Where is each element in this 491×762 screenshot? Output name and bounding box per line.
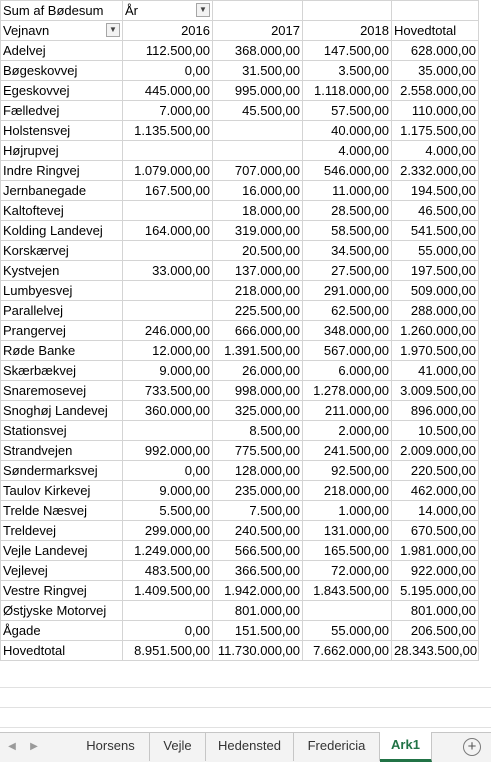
value-cell[interactable]: 137.000,00: [213, 261, 303, 281]
value-cell[interactable]: 27.500,00: [303, 261, 392, 281]
row-field-filter[interactable]: [1, 21, 123, 41]
value-cell[interactable]: 7.500,00: [213, 501, 303, 521]
sheet-tab-ark1[interactable]: Ark1: [380, 732, 432, 762]
value-cell[interactable]: 220.500,00: [392, 461, 479, 481]
table-row: [1, 441, 479, 461]
table-row: [1, 81, 479, 101]
value-cell[interactable]: 7.662.000,00: [303, 641, 392, 661]
table-row: [1, 41, 479, 61]
chevron-down-icon[interactable]: ▼: [106, 23, 120, 37]
road-name-cell[interactable]: Jernbanegade: [1, 181, 123, 201]
value-cell[interactable]: 319.000,00: [213, 221, 303, 241]
value-cell[interactable]: 0,00: [123, 61, 213, 81]
value-cell[interactable]: 3.009.500,00: [392, 381, 479, 401]
table-row: [1, 361, 479, 381]
value-cell[interactable]: 325.000,00: [213, 401, 303, 421]
value-cell[interactable]: 733.500,00: [123, 381, 213, 401]
road-name-cell[interactable]: Trelde Næsvej: [1, 501, 123, 521]
value-cell[interactable]: 197.500,00: [392, 261, 479, 281]
value-cell[interactable]: 35.000,00: [392, 61, 479, 81]
plus-circle-icon[interactable]: +: [463, 738, 481, 756]
table-row: [1, 401, 479, 421]
value-cell[interactable]: 462.000,00: [392, 481, 479, 501]
column-field-filter[interactable]: [123, 1, 213, 21]
value-cell[interactable]: 368.000,00: [213, 41, 303, 61]
road-name-cell[interactable]: Holstensvej: [1, 121, 123, 141]
table-row: [1, 161, 479, 181]
value-cell[interactable]: 6.000,00: [303, 361, 392, 381]
column-field-label: År: [125, 2, 138, 18]
value-cell[interactable]: 566.500,00: [213, 541, 303, 561]
road-name-cell[interactable]: Kolding Landevej: [1, 221, 123, 241]
table-row: [1, 281, 479, 301]
value-cell[interactable]: 12.000,00: [123, 341, 213, 361]
table-row: [1, 461, 479, 481]
value-cell[interactable]: 40.000,00: [303, 121, 392, 141]
value-cell[interactable]: 165.500,00: [303, 541, 392, 561]
value-cell[interactable]: 14.000,00: [392, 501, 479, 521]
road-name-cell[interactable]: Røde Banke: [1, 341, 123, 361]
value-cell[interactable]: 1.175.500,00: [392, 121, 479, 141]
table-row: [1, 581, 479, 601]
value-cell[interactable]: 1.981.000,00: [392, 541, 479, 561]
sheet-tab-bar: [0, 732, 491, 762]
table-row: [1, 141, 479, 161]
value-cell[interactable]: 567.000,00: [303, 341, 392, 361]
value-cell[interactable]: 1.843.500,00: [303, 581, 392, 601]
value-cell[interactable]: 291.000,00: [303, 281, 392, 301]
sheet-tab-horsens[interactable]: Horsens: [72, 733, 150, 761]
value-cell[interactable]: 1.409.500,00: [123, 581, 213, 601]
road-name-cell[interactable]: Østjyske Motorvej: [1, 601, 123, 621]
value-cell[interactable]: 509.000,00: [392, 281, 479, 301]
value-cell[interactable]: 801.000,00: [392, 601, 479, 621]
empty-rows[interactable]: [0, 668, 491, 732]
value-cell[interactable]: 45.500,00: [213, 101, 303, 121]
value-cell[interactable]: 1.000,00: [303, 501, 392, 521]
value-cell[interactable]: 670.500,00: [392, 521, 479, 541]
value-cell[interactable]: [213, 141, 303, 161]
value-cell[interactable]: 628.000,00: [392, 41, 479, 61]
road-name-cell[interactable]: Kaltoftevej: [1, 201, 123, 221]
value-cell[interactable]: 46.500,00: [392, 201, 479, 221]
table-row: [1, 301, 479, 321]
value-cell[interactable]: 1.942.000,00: [213, 581, 303, 601]
road-name-cell[interactable]: Adelvej: [1, 41, 123, 61]
empty-cell[interactable]: [392, 1, 479, 21]
value-cell[interactable]: [123, 421, 213, 441]
value-cell[interactable]: 131.000,00: [303, 521, 392, 541]
table-row: [1, 381, 479, 401]
value-cell[interactable]: 541.500,00: [392, 221, 479, 241]
value-cell[interactable]: 92.500,00: [303, 461, 392, 481]
road-name-cell[interactable]: Hovedtotal: [1, 641, 123, 661]
year-header-2016[interactable]: 2016: [123, 21, 213, 41]
value-cell[interactable]: [123, 241, 213, 261]
value-cell[interactable]: 1.249.000,00: [123, 541, 213, 561]
road-name-cell[interactable]: Ågade: [1, 621, 123, 641]
table-row: [1, 321, 479, 341]
road-name-cell[interactable]: Parallelvej: [1, 301, 123, 321]
value-cell[interactable]: 896.000,00: [392, 401, 479, 421]
value-cell[interactable]: 922.000,00: [392, 561, 479, 581]
year-header-2018[interactable]: 2018: [303, 21, 392, 41]
road-name-cell[interactable]: Strandvejen: [1, 441, 123, 461]
value-cell[interactable]: 20.500,00: [213, 241, 303, 261]
value-cell[interactable]: 4.000,00: [392, 141, 479, 161]
road-name-cell[interactable]: Søndermarksvej: [1, 461, 123, 481]
value-cell[interactable]: 26.000,00: [213, 361, 303, 381]
table-row: [1, 341, 479, 361]
value-cell[interactable]: 1.970.500,00: [392, 341, 479, 361]
value-cell[interactable]: [123, 201, 213, 221]
value-cell[interactable]: [123, 141, 213, 161]
grand-total-header[interactable]: Hovedtotal: [392, 21, 479, 41]
table-row: [1, 541, 479, 561]
value-cell[interactable]: 666.000,00: [213, 321, 303, 341]
value-cell[interactable]: 167.500,00: [123, 181, 213, 201]
pivot-filter-row: [1, 1, 479, 21]
value-cell[interactable]: 72.000,00: [303, 561, 392, 581]
road-name-cell[interactable]: Lumbyesvej: [1, 281, 123, 301]
value-cell[interactable]: 16.000,00: [213, 181, 303, 201]
table-row: [1, 261, 479, 281]
value-cell[interactable]: 28.343.500,00: [392, 641, 479, 661]
table-row: [1, 601, 479, 621]
road-name-cell[interactable]: Kystvejen: [1, 261, 123, 281]
value-cell[interactable]: 9.000,00: [123, 361, 213, 381]
table-row: [1, 221, 479, 241]
sheet-tab-vejle[interactable]: Vejle: [150, 733, 206, 761]
sheet-tab-fredericia[interactable]: Fredericia: [294, 733, 380, 761]
road-name-cell[interactable]: Korskærvej: [1, 241, 123, 261]
value-cell[interactable]: 1.079.000,00: [123, 161, 213, 181]
data-field-label[interactable]: Sum af Bødesum: [1, 1, 123, 21]
table-row: [1, 181, 479, 201]
road-name-cell[interactable]: Snaremosevej: [1, 381, 123, 401]
value-cell[interactable]: 55.000,00: [392, 241, 479, 261]
value-cell[interactable]: 2.009.000,00: [392, 441, 479, 461]
value-cell[interactable]: 235.000,00: [213, 481, 303, 501]
value-cell[interactable]: 218.000,00: [213, 281, 303, 301]
chevron-down-icon[interactable]: ▼: [196, 3, 210, 17]
sheet-tab-hedensted[interactable]: Hedensted: [206, 733, 294, 761]
row-field-label: Vejnavn: [3, 22, 50, 38]
value-cell[interactable]: 360.000,00: [123, 401, 213, 421]
road-name-cell[interactable]: Taulov Kirkevej: [1, 481, 123, 501]
value-cell[interactable]: 348.000,00: [303, 321, 392, 341]
road-name-cell[interactable]: Vestre Ringvej: [1, 581, 123, 601]
value-cell[interactable]: 246.000,00: [123, 321, 213, 341]
value-cell[interactable]: [123, 601, 213, 621]
table-row: [1, 521, 479, 541]
value-cell[interactable]: 218.000,00: [303, 481, 392, 501]
value-cell[interactable]: 707.000,00: [213, 161, 303, 181]
value-cell[interactable]: 225.500,00: [213, 301, 303, 321]
road-name-cell[interactable]: Snoghøj Landevej: [1, 401, 123, 421]
table-row: [1, 101, 479, 121]
value-cell[interactable]: 211.000,00: [303, 401, 392, 421]
table-row: [1, 561, 479, 581]
road-name-cell[interactable]: Skærbækvej: [1, 361, 123, 381]
road-name-cell[interactable]: Prangervej: [1, 321, 123, 341]
value-cell[interactable]: 2.000,00: [303, 421, 392, 441]
value-cell[interactable]: 10.500,00: [392, 421, 479, 441]
value-cell[interactable]: 3.500,00: [303, 61, 392, 81]
road-name-cell[interactable]: Egeskovvej: [1, 81, 123, 101]
value-cell[interactable]: 240.500,00: [213, 521, 303, 541]
value-cell[interactable]: 992.000,00: [123, 441, 213, 461]
arrow-left-icon[interactable]: ◀: [8, 741, 16, 752]
value-cell[interactable]: 0,00: [123, 621, 213, 641]
table-row: [1, 201, 479, 221]
value-cell[interactable]: 9.000,00: [123, 481, 213, 501]
value-cell[interactable]: 1.260.000,00: [392, 321, 479, 341]
value-cell[interactable]: 483.500,00: [123, 561, 213, 581]
value-cell[interactable]: [123, 301, 213, 321]
value-cell[interactable]: 34.500,00: [303, 241, 392, 261]
year-header-2017[interactable]: 2017: [213, 21, 303, 41]
road-name-cell[interactable]: Treldevej: [1, 521, 123, 541]
value-cell[interactable]: 1.118.000,00: [303, 81, 392, 101]
value-cell[interactable]: 164.000,00: [123, 221, 213, 241]
value-cell[interactable]: 41.000,00: [392, 361, 479, 381]
road-name-cell[interactable]: Vejlevej: [1, 561, 123, 581]
value-cell[interactable]: 4.000,00: [303, 141, 392, 161]
value-cell[interactable]: 8.500,00: [213, 421, 303, 441]
value-cell[interactable]: 1.135.500,00: [123, 121, 213, 141]
value-cell[interactable]: 1.391.500,00: [213, 341, 303, 361]
road-name-cell[interactable]: Vejle Landevej: [1, 541, 123, 561]
table-row: [1, 501, 479, 521]
table-row: [1, 61, 479, 81]
road-name-cell[interactable]: Indre Ringvej: [1, 161, 123, 181]
value-cell[interactable]: 7.000,00: [123, 101, 213, 121]
value-cell[interactable]: 801.000,00: [213, 601, 303, 621]
value-cell[interactable]: 55.000,00: [303, 621, 392, 641]
value-cell[interactable]: 33.000,00: [123, 261, 213, 281]
value-cell[interactable]: 110.000,00: [392, 101, 479, 121]
value-cell[interactable]: 241.500,00: [303, 441, 392, 461]
value-cell[interactable]: 5.195.000,00: [392, 581, 479, 601]
arrow-right-icon[interactable]: ▶: [30, 741, 38, 752]
table-row: [1, 481, 479, 501]
empty-cell[interactable]: [213, 1, 303, 21]
value-cell[interactable]: 151.500,00: [213, 621, 303, 641]
table-row: [1, 121, 479, 141]
value-cell[interactable]: 206.500,00: [392, 621, 479, 641]
road-name-cell[interactable]: Bøgeskovvej: [1, 61, 123, 81]
table-row: [1, 621, 479, 641]
value-cell[interactable]: 112.500,00: [123, 41, 213, 61]
table-row: [1, 421, 479, 441]
value-cell[interactable]: 5.500,00: [123, 501, 213, 521]
grand-total-row: [1, 641, 479, 661]
value-cell[interactable]: [123, 281, 213, 301]
value-cell[interactable]: 775.500,00: [213, 441, 303, 461]
value-cell[interactable]: 2.332.000,00: [392, 161, 479, 181]
value-cell[interactable]: [213, 121, 303, 141]
value-cell[interactable]: 194.500,00: [392, 181, 479, 201]
value-cell[interactable]: 128.000,00: [213, 461, 303, 481]
value-cell[interactable]: 11.730.000,00: [213, 641, 303, 661]
road-name-cell[interactable]: Fælledvej: [1, 101, 123, 121]
value-cell[interactable]: 28.500,00: [303, 201, 392, 221]
value-cell[interactable]: 1.278.000,00: [303, 381, 392, 401]
value-cell[interactable]: 8.951.500,00: [123, 641, 213, 661]
value-cell[interactable]: 31.500,00: [213, 61, 303, 81]
value-cell[interactable]: 147.500,00: [303, 41, 392, 61]
value-cell[interactable]: 998.000,00: [213, 381, 303, 401]
road-name-cell[interactable]: Stationsvej: [1, 421, 123, 441]
value-cell[interactable]: 546.000,00: [303, 161, 392, 181]
value-cell[interactable]: 366.500,00: [213, 561, 303, 581]
table-row: [1, 241, 479, 261]
value-cell[interactable]: 58.500,00: [303, 221, 392, 241]
value-cell[interactable]: 299.000,00: [123, 521, 213, 541]
road-name-cell[interactable]: Højrupvej: [1, 141, 123, 161]
value-cell[interactable]: 57.500,00: [303, 101, 392, 121]
value-cell[interactable]: 2.558.000,00: [392, 81, 479, 101]
value-cell[interactable]: 288.000,00: [392, 301, 479, 321]
value-cell[interactable]: 11.000,00: [303, 181, 392, 201]
empty-cell[interactable]: [303, 1, 392, 21]
value-cell[interactable]: 995.000,00: [213, 81, 303, 101]
value-cell[interactable]: 0,00: [123, 461, 213, 481]
value-cell[interactable]: 18.000,00: [213, 201, 303, 221]
value-cell[interactable]: 62.500,00: [303, 301, 392, 321]
value-cell[interactable]: 445.000,00: [123, 81, 213, 101]
value-cell[interactable]: [303, 601, 392, 621]
pivot-header-row: [1, 21, 479, 41]
